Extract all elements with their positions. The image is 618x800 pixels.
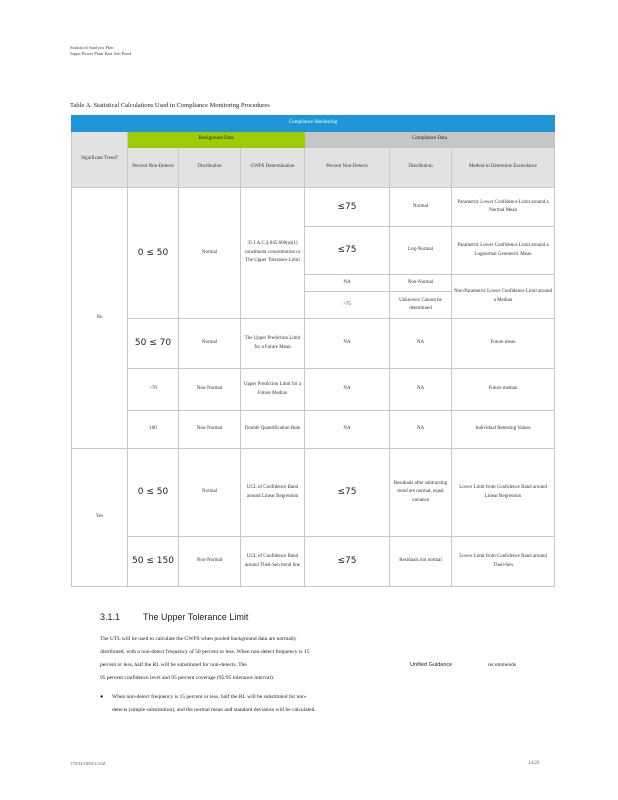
row2-gwps-cell: The Upper Prediction Limit for a Future Mean	[241, 319, 305, 369]
row6-distribution-cell: Non-Normal	[179, 537, 241, 587]
header-line-2: Joppa Power Plant East Ash Pond	[70, 51, 131, 56]
row5-distribution-cell: Normal	[179, 449, 241, 537]
footer-page-number: 14/22	[528, 761, 540, 766]
row5-percent-cell: 0 ≤ 50	[128, 449, 179, 537]
bullet-icon: ●	[100, 694, 104, 700]
significant-trend-header: Significant Trend?	[72, 132, 128, 188]
trend-yes-cell: Yes	[72, 449, 128, 587]
row1b-nondetect-cell: ≤75	[305, 227, 390, 275]
row1b-distribution-cell: Log-Normal	[390, 227, 452, 275]
row6-distribution2-cell: Residuals not normal	[390, 537, 452, 587]
row5-distribution2-cell: Residuals after subtracting trend are normal, equal variance	[390, 449, 452, 537]
row4-method-cell: Individual Retesting Values	[452, 411, 555, 449]
section-heading	[100, 612, 248, 622]
row1-distribution-cell: Normal	[179, 188, 241, 319]
row5-nondetect-cell: ≤75	[305, 449, 390, 537]
percent-nondetects-header: Percent Non-Detects	[128, 148, 179, 188]
row2-percent-cell: 50 ≤ 70	[128, 319, 179, 369]
row1-percent-cell: 0 ≤ 50	[128, 188, 179, 319]
header-line-1: Statistical Analysis Plan	[70, 45, 114, 50]
row6-gwps-cell: UCL of Confidence Band around Theil-Sen trend line	[241, 537, 305, 587]
row4-gwps-cell: Double Quantification Rule	[241, 411, 305, 449]
section-title: The Upper Tolerance Limit	[143, 612, 249, 622]
trend-no-cell: No	[72, 188, 128, 449]
row6-nondetect-cell: ≤75	[305, 537, 390, 587]
paragraph-line-2: distributed, with a non-detect frequency of 50 percent or less. When non-detect frequency is 15	[100, 649, 310, 655]
unified-guidance-reference: Unified Guidance	[410, 662, 453, 668]
row3-distribution2-cell: NA	[390, 369, 452, 411]
row5-method-cell: Lower Limit from Confidence Band around Linear Regression	[452, 449, 555, 537]
row3-nondetect-cell: NA	[305, 369, 390, 411]
row4-distribution-cell: Non-Normal	[179, 411, 241, 449]
row1a-method-cell: Parametric Lower Confidence Limit around a Normal Mean	[452, 188, 555, 227]
table-row	[72, 369, 555, 411]
paragraph-line-3-text: percent or less, half the RL will be substituted for non-detects. The	[100, 662, 247, 668]
row3-gwps-cell: Upper Prediction Limit for a Future Median	[241, 369, 305, 411]
row1a-nondetect-cell: ≤75	[305, 188, 390, 227]
row1c-nondetect-gt75-cell: >75	[305, 292, 390, 319]
background-data-header: Background Data	[128, 132, 305, 148]
table-group-row	[72, 132, 555, 148]
row1c-distribution-nonnormal-cell: Non-Normal	[390, 275, 452, 292]
row1c-nondetect-na-cell: NA	[305, 275, 390, 292]
compliance-data-header: Compliance Data	[305, 132, 555, 148]
row1-gwps-cell: 35 I.A.C.§ 845.600(a)(1) constituent concentration or The Upper Tolerance Limit	[241, 188, 305, 319]
paragraph-line-4: 95 percent confidence level and 95 percent coverage (95/95 tolerance interval).	[100, 675, 275, 681]
row2-method-cell: Future mean	[452, 319, 555, 369]
table-caption: Table A. Statistical Calculations Used in Compliance Monitoring Procedures	[70, 102, 270, 109]
table-row	[72, 319, 555, 369]
row2-distribution2-cell: NA	[390, 319, 452, 369]
text-area-background	[0, 600, 618, 800]
row6-method-cell: Lower Limit from Confidence Band around Theil-Sen	[452, 537, 555, 587]
row5-gwps-cell: UCL of Confidence Band around Linear Regression	[241, 449, 305, 537]
table-row	[72, 411, 555, 449]
row1b-method-cell: Parametric Lower Confidence Limit around a Lognormal Geometric Mean	[452, 227, 555, 275]
table-row	[72, 449, 555, 537]
method-exceedance-header: Method to Determine Exceedance	[452, 148, 555, 188]
paragraph-line-3	[100, 662, 517, 668]
row4-distribution2-cell: NA	[390, 411, 452, 449]
bullet-line-2: detects (simple substitution), and the normal mean and standard deviation will be calculated.	[112, 707, 316, 713]
row3-method-cell: Future median	[452, 369, 555, 411]
row4-percent-cell: 100	[128, 411, 179, 449]
section-number: 3.1.1	[100, 612, 121, 622]
row2-nondetect-cell: NA	[305, 319, 390, 369]
row4-nondetect-cell: NA	[305, 411, 390, 449]
distribution-header: Distribution	[179, 148, 241, 188]
compliance-monitoring-table	[71, 115, 555, 587]
bullet-line-1: When non-detect frequency is 15 percent or less, half the RL will be substituted for non-	[112, 694, 307, 700]
row6-percent-cell: 50 ≤ 150	[128, 537, 179, 587]
compliance-percent-nondetects-header: Percent Non-Detects	[305, 148, 390, 188]
row2-distribution-cell: Normal	[179, 319, 241, 369]
row1c-distribution-unknown-cell: Unknown/ Cannot be determined	[390, 292, 452, 319]
table-row	[72, 188, 555, 227]
document-header	[70, 45, 131, 57]
paragraph-line-1: The UTL will be used to calculate the GWPS when pooled background data are normally	[100, 636, 297, 642]
row3-percent-cell: >70	[128, 369, 179, 411]
gwps-determination-header: GWPS Determination	[241, 148, 305, 188]
table-column-header-row	[72, 148, 555, 188]
table-row	[72, 537, 555, 587]
paragraph-line-3-end: recommends	[488, 662, 517, 668]
row1c-method-cell: Non-Parametric Lower Confidence Limit around a Median	[452, 275, 555, 319]
compliance-monitoring-header: Compliance Monitoring	[72, 116, 555, 132]
footer-document-id: 178/34/1994/1/3/JZ	[70, 761, 106, 766]
compliance-distribution-header: Distribution	[390, 148, 452, 188]
row1a-distribution-cell: Normal	[390, 188, 452, 227]
row3-distribution-cell: Non-Normal	[179, 369, 241, 411]
table-title-row	[72, 116, 555, 132]
